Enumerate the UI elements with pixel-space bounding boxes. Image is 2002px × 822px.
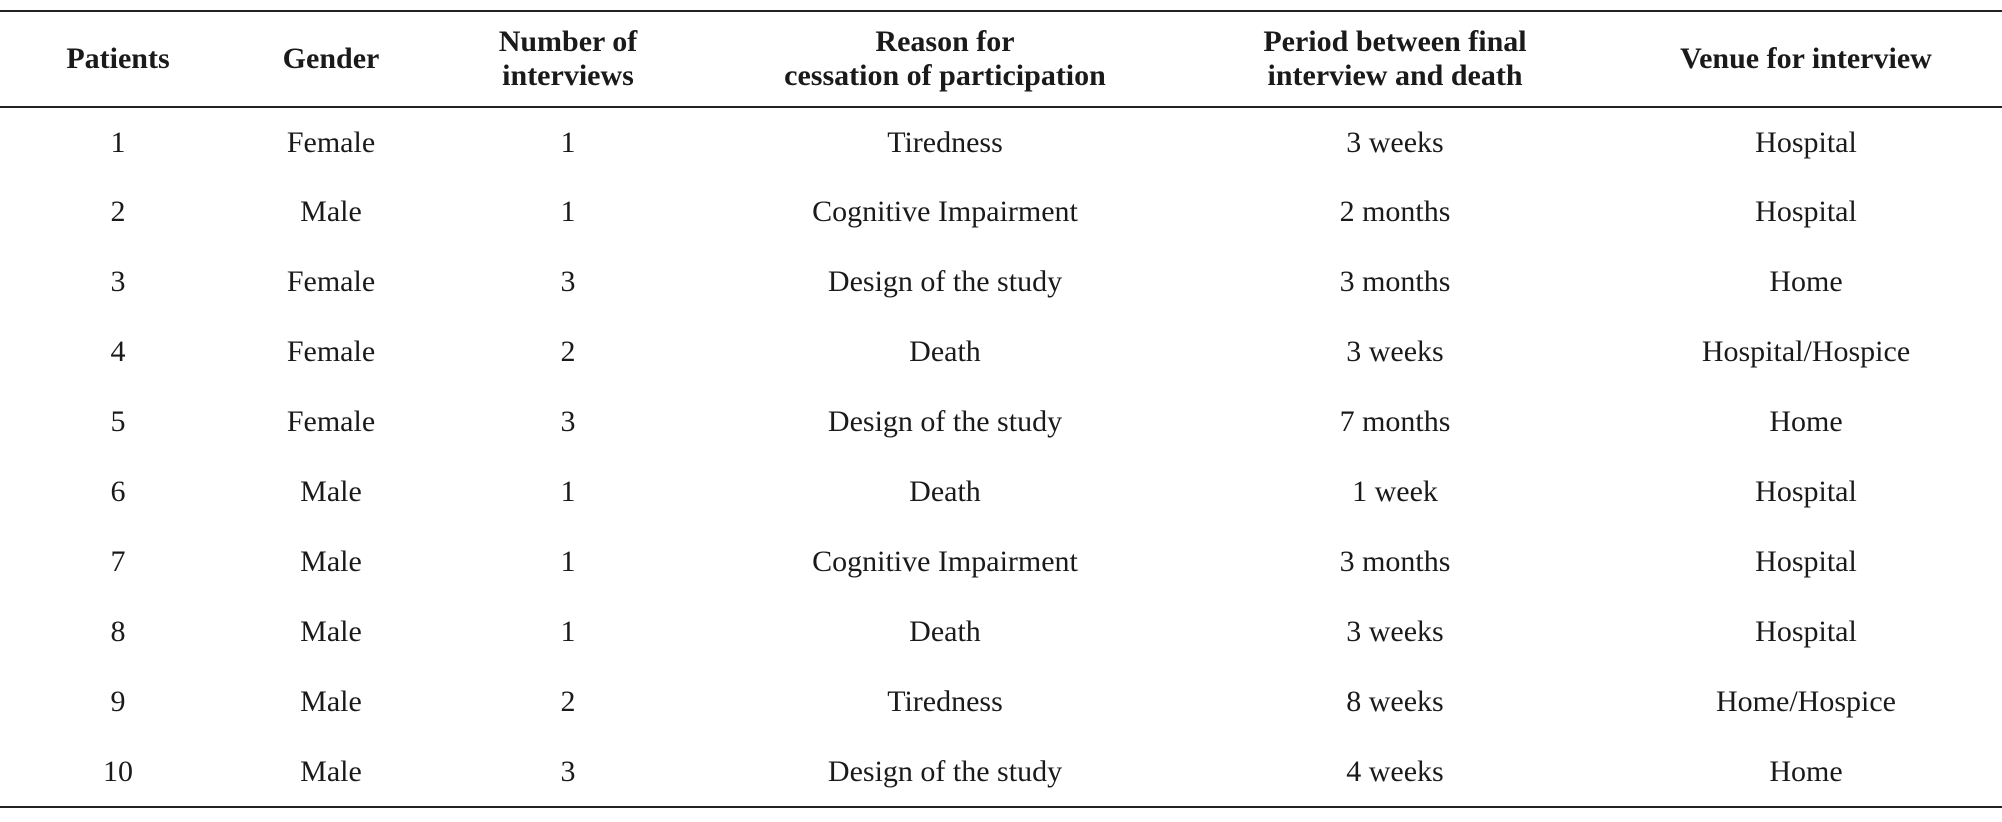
header-venue: Venue for interview: [1610, 11, 2002, 107]
cell-venue: Hospital: [1755, 195, 1857, 228]
table-row: [0, 597, 2002, 667]
header-patients: Patients: [0, 11, 236, 107]
cell-interviews: 3: [426, 737, 710, 807]
cell-patient: 2: [110, 195, 126, 228]
table-row: [0, 527, 2002, 597]
cell-period: 3 weeks: [1346, 615, 1444, 648]
cell-period: 4 weeks: [1180, 737, 1610, 807]
cell-gender: Female: [286, 405, 376, 438]
cell-venue: Hospital: [1755, 615, 1857, 648]
cell-interviews: 1: [560, 475, 576, 508]
cell-period: 3 months: [1339, 545, 1451, 578]
cell-interviews: 3: [560, 265, 576, 298]
cell-period: 3 weeks: [1346, 125, 1444, 159]
table-row: [0, 107, 2002, 177]
cell-reason: Design of the study: [827, 265, 1063, 298]
cell-venue: Home: [1610, 737, 2002, 807]
cell-gender: Female: [286, 335, 376, 368]
cell-reason: Tiredness: [887, 125, 1003, 159]
cell-patient: 3: [110, 265, 126, 298]
cell-reason: Design of the study: [710, 737, 1180, 807]
cell-gender: Male: [300, 545, 362, 578]
table-row: [0, 317, 2002, 387]
table-row: [0, 387, 2002, 457]
table-row: [0, 457, 2002, 527]
cell-gender: Male: [300, 615, 362, 648]
cell-gender: Female: [286, 265, 376, 298]
table-row: [0, 667, 2002, 737]
cell-venue: Hospital: [1755, 475, 1857, 508]
table-row: [0, 737, 2002, 807]
header-number-of-interviews: Number of interviews: [426, 11, 710, 107]
cell-interviews: 1: [560, 615, 576, 648]
cell-interviews: 1: [560, 195, 576, 228]
table-header: [0, 11, 2002, 107]
cell-interviews: 3: [560, 405, 576, 438]
table-row: [0, 177, 2002, 247]
cell-venue: Hospital: [1755, 125, 1857, 159]
cell-venue: Hospital: [1755, 545, 1857, 578]
cell-period: 3 months: [1339, 265, 1451, 298]
cell-patient: 1: [110, 125, 126, 159]
patient-interview-table: [0, 10, 2002, 808]
cell-patient: 7: [110, 545, 126, 578]
cell-patient: 4: [110, 335, 126, 368]
cell-venue: Home/Hospice: [1716, 685, 1896, 718]
cell-patient: 10: [0, 737, 236, 807]
cell-gender: Female: [286, 125, 376, 159]
table-row: [0, 247, 2002, 317]
cell-patient: 8: [110, 615, 126, 648]
cell-reason: Death: [909, 335, 981, 368]
cell-venue: Hospital/Hospice: [1701, 335, 1911, 368]
cell-gender: Male: [236, 737, 426, 807]
cell-period: 7 months: [1339, 405, 1451, 438]
cell-patient: 6: [110, 475, 126, 508]
cell-period: 2 months: [1339, 195, 1451, 228]
cell-reason: Death: [909, 615, 981, 648]
cell-gender: Male: [300, 475, 362, 508]
cell-reason: Death: [909, 475, 981, 508]
header-period-before-death: Period between final interview and death: [1180, 11, 1610, 107]
cell-patient: 5: [110, 405, 126, 438]
cell-reason: Cognitive Impairment: [812, 545, 1078, 578]
cell-venue: Home: [1769, 265, 1843, 298]
cell-period: 8 weeks: [1346, 685, 1444, 718]
cell-patient: 9: [110, 685, 126, 718]
header-gender: Gender: [236, 11, 426, 107]
cell-gender: Male: [300, 685, 362, 718]
cell-interviews: 1: [560, 125, 576, 159]
cell-reason: Cognitive Impairment: [812, 195, 1078, 228]
cell-period: 1 week: [1352, 475, 1438, 508]
header-row: [0, 11, 2002, 107]
cell-interviews: 1: [560, 545, 576, 578]
header-reason-for-cessation: Reason for cessation of participation: [710, 11, 1180, 107]
cell-interviews: 2: [560, 335, 576, 368]
table-body: [0, 107, 2002, 807]
cell-period: 3 weeks: [1346, 335, 1444, 368]
cell-reason: Design of the study: [827, 405, 1063, 438]
cell-gender: Male: [300, 195, 362, 228]
cell-interviews: 2: [560, 685, 576, 718]
cell-venue: Home: [1769, 405, 1843, 438]
cell-reason: Tiredness: [887, 685, 1003, 718]
